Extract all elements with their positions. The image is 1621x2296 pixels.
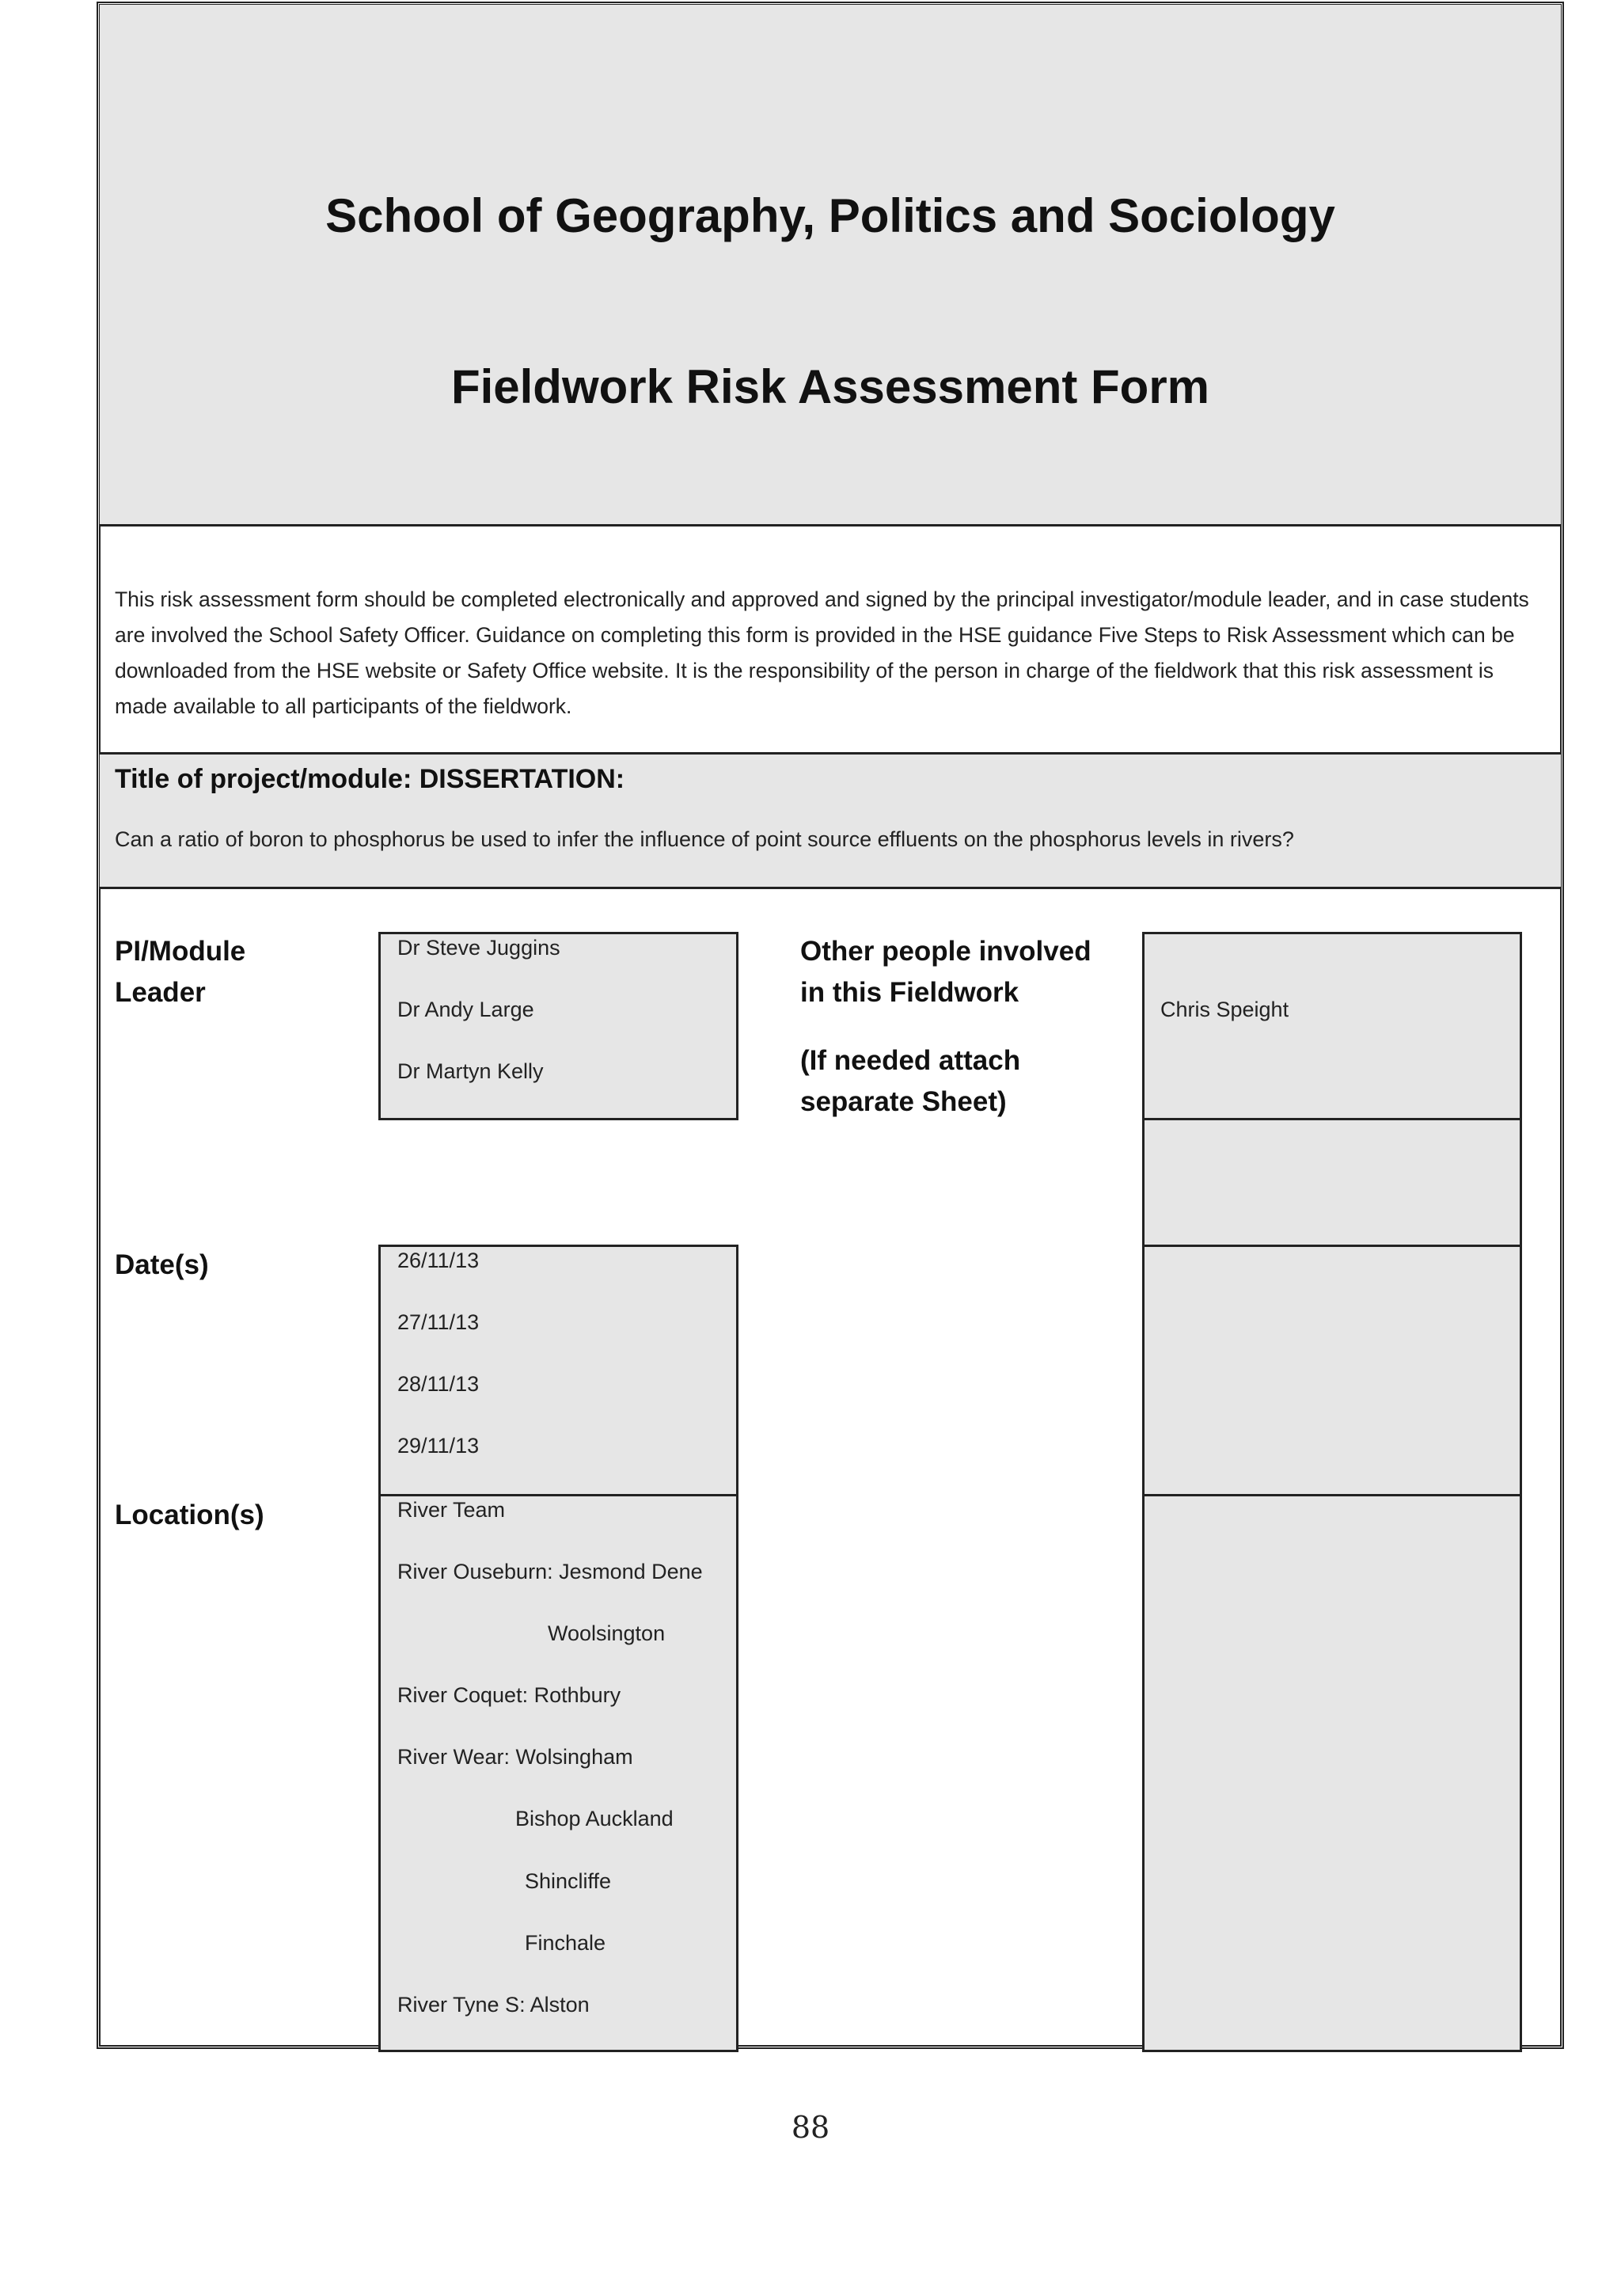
locations-label: Location(s)	[115, 1500, 264, 1530]
other-people-box-1[interactable]	[1142, 932, 1522, 1120]
location-value: Shincliffe	[525, 1869, 612, 1893]
pi-name: Dr Martyn Kelly	[397, 1059, 544, 1083]
location-value: Bishop Auckland	[515, 1807, 674, 1830]
pi-label-line: Leader	[115, 977, 206, 1008]
location-value: River Team	[397, 1498, 506, 1522]
page-number: 88	[791, 2110, 830, 2145]
other-people-note-line: (If needed attach	[800, 1045, 1021, 1076]
form-header	[100, 5, 1561, 526]
other-people-box-3[interactable]	[1142, 1245, 1522, 1496]
other-people-box-4[interactable]	[1142, 1494, 1522, 2052]
date-value: 28/11/13	[397, 1372, 480, 1396]
location-value: River Ouseburn: Jesmond Dene	[397, 1560, 703, 1583]
project-question: Can a ratio of boron to phosphorus be used to infer the influence of point source effluents on the phosphorus levels in rivers?	[115, 827, 1294, 851]
project-title-section	[100, 752, 1561, 889]
pi-label	[115, 931, 245, 1013]
locations-box[interactable]	[378, 1494, 738, 2052]
location-value: River Coquet: Rothbury	[397, 1683, 621, 1707]
other-people-note-line: separate Sheet)	[800, 1086, 1007, 1117]
other-people-note	[800, 1040, 1020, 1123]
intro-paragraph: This risk assessment form should be completed electronically and approved and signed by the principal investigator/module leader, and in case students are involved the School Safety Officer. Guidance on completing this form is provided in the HSE guidance Five Steps to Risk Assessment which can be downloaded from the HSE website or Safety Office website. It is the responsibility of the person in charge of the fieldwork that this risk assessment is made available to all participants of the fieldwork.	[115, 587, 1529, 718]
other-people-label	[800, 931, 1091, 1013]
other-people-label-line: in this Fieldwork	[800, 977, 1019, 1008]
location-value: River Tyne S: Alston	[397, 1993, 590, 2017]
project-title-label: Title of project/module: DISSERTATION:	[115, 764, 625, 794]
location-value: River Wear: Wolsingham	[397, 1745, 633, 1769]
dates-box[interactable]	[378, 1245, 738, 1496]
school-name: School of Geography, Politics and Sociology	[325, 189, 1335, 242]
dates-label: Date(s)	[115, 1249, 209, 1280]
date-value: 29/11/13	[397, 1434, 480, 1458]
form-title: Fieldwork Risk Assessment Form	[450, 360, 1210, 413]
location-value: Woolsington	[548, 1621, 666, 1645]
other-person-name: Chris Speight	[1160, 998, 1289, 1021]
location-value: Finchale	[525, 1931, 606, 1955]
other-people-box-2[interactable]	[1142, 1118, 1522, 1247]
date-value: 27/11/13	[397, 1310, 480, 1334]
pi-name: Dr Steve Juggins	[397, 936, 560, 960]
other-people-label-line: Other people involved	[800, 936, 1091, 967]
date-value: 26/11/13	[397, 1249, 480, 1272]
pi-names-box[interactable]	[378, 932, 738, 1120]
pi-name: Dr Andy Large	[397, 998, 534, 1021]
pi-label-line: PI/Module	[115, 936, 246, 967]
